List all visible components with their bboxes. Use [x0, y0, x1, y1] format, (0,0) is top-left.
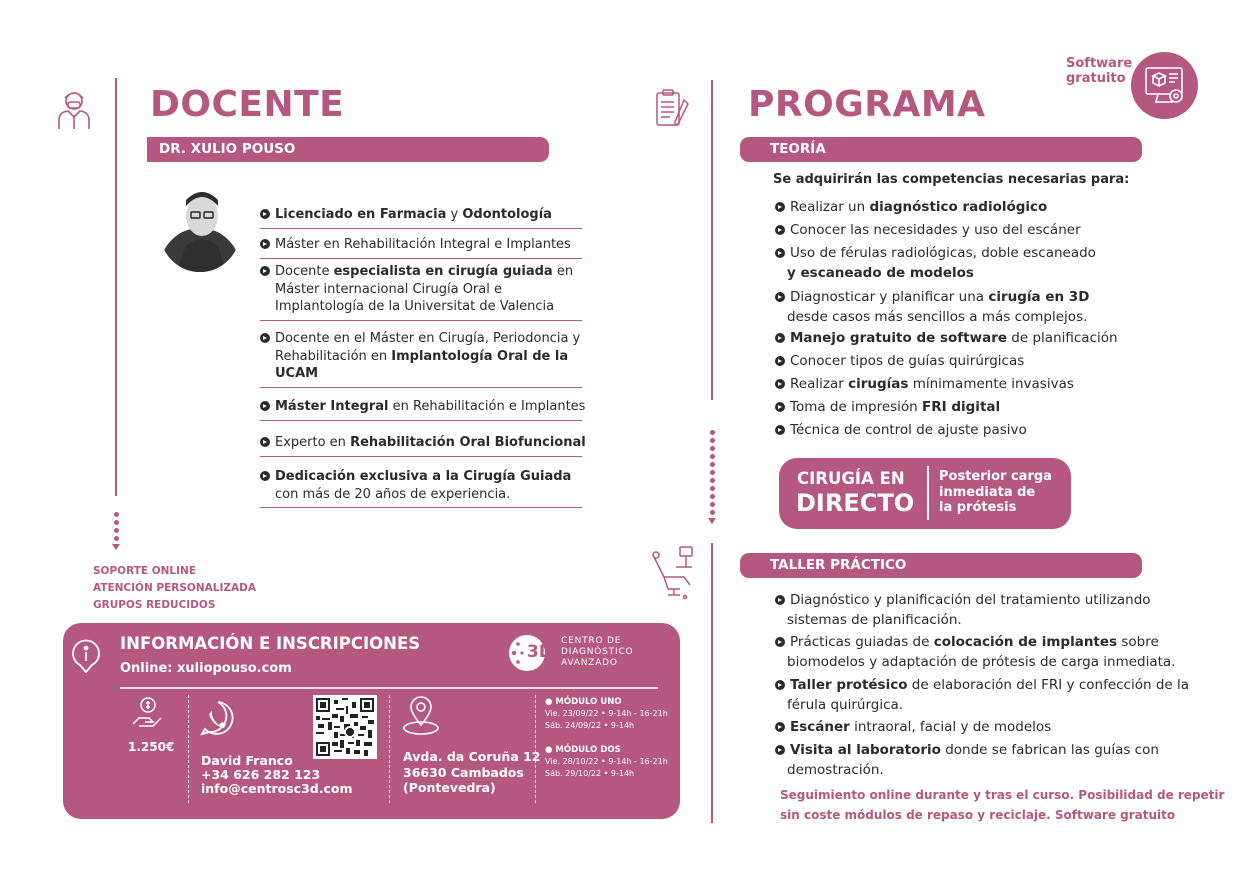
teoria-item — [775, 287, 1089, 327]
location-pin-icon — [401, 695, 441, 737]
teacher-photo — [160, 184, 240, 272]
live-line-a: CIRUGÍA EN — [797, 469, 905, 488]
text: donde se fabrican las guías con — [940, 742, 1159, 758]
side-labels — [93, 563, 256, 614]
text: sobre — [1117, 634, 1159, 650]
programa-divider-bottom — [711, 543, 713, 823]
contact-name: David Franco — [201, 753, 293, 768]
side-label-atencion: ATENCIÓN PERSONALIZADA — [93, 582, 256, 594]
taller-item-continued: biomodelos y adaptación de prótesis de carga inmediata. — [787, 654, 1176, 670]
logo-mark: 3D — [527, 642, 553, 662]
bold-text: cirugía en 3D — [988, 289, 1090, 305]
info-separator-2 — [389, 695, 390, 803]
text: Máster en Rehabilitación Integral e Implantes — [275, 237, 571, 252]
logo-line-3: AVANZADO — [561, 658, 618, 668]
money-hand-icon — [131, 696, 163, 730]
teoria-item-continued: desde casos más sencillos a más complejos. — [787, 309, 1088, 325]
cv-item — [260, 330, 582, 388]
text: Toma de impresión — [790, 399, 923, 415]
taller-item — [775, 675, 1189, 715]
programa-title: PROGRAMA — [748, 84, 986, 125]
text: Experto en — [275, 435, 351, 450]
contact-phone[interactable]: +34 626 282 123 — [201, 767, 321, 782]
cv-item — [260, 398, 586, 421]
center-logo — [506, 631, 656, 675]
bold-text: Manejo gratuito de software — [790, 330, 1008, 346]
bullet-icon — [260, 437, 270, 447]
bullet-icon — [260, 471, 270, 481]
teoria-intro: Se adquirirán las competencias necesarias para: — [773, 172, 1130, 187]
text: Prácticas guiadas de — [790, 634, 934, 650]
cv-item — [260, 206, 582, 229]
bullet-icon — [775, 356, 785, 366]
bullet-icon — [775, 402, 785, 412]
bullet-icon — [775, 722, 785, 732]
text: en Máster internacional Cirugía Oral e Implantología de la Universitat de Valencia — [275, 264, 574, 314]
clock-icon: ● — [545, 745, 553, 755]
cv-item — [260, 263, 582, 321]
taller-item — [775, 632, 1176, 672]
clock-icon: ● — [545, 697, 553, 707]
footnote-line-1: Seguimiento online durante y tras el curso. Posibilidad de repetir — [780, 788, 1225, 802]
teoria-item-continued: y escaneado de modelos — [787, 265, 974, 281]
modulo-dos-label: MÓDULO DOS — [555, 745, 621, 755]
text: de elaboración del FRI y confección de la — [907, 677, 1190, 693]
text: Técnica de control de ajuste pasivo — [790, 422, 1027, 438]
price: 1.250€ — [128, 740, 175, 754]
info-separator-1 — [188, 695, 189, 803]
qr-code[interactable] — [313, 695, 377, 759]
text: y — [446, 207, 463, 222]
bullet-icon — [775, 333, 785, 343]
live-note-1: Posterior carga — [939, 469, 1052, 484]
contact-block — [201, 754, 353, 796]
bullet-icon — [775, 225, 785, 235]
teoria-bar: TEORÍA — [740, 137, 1142, 162]
software-monitor-icon — [1131, 52, 1198, 119]
live-line-b: DIRECTO — [796, 489, 915, 517]
contact-email[interactable]: info@centrosc3d.com — [201, 781, 353, 796]
docente-dots — [112, 512, 120, 550]
info-divider — [120, 687, 658, 689]
address-line-3: (Pontevedra) — [403, 780, 496, 795]
live-separator — [927, 466, 929, 520]
phone-icon — [199, 699, 237, 737]
bullet-icon — [260, 401, 270, 411]
bullet-icon — [260, 266, 270, 276]
teoria-item — [775, 220, 1081, 240]
taller-item — [775, 717, 1051, 737]
live-note-2: inmediata de — [939, 484, 1036, 500]
text: Conocer las necesidades y uso del escáner — [790, 222, 1081, 238]
docente-title: DOCENTE — [150, 84, 345, 125]
taller-item-continued: demostración. — [787, 762, 884, 778]
teoria-item — [775, 374, 1074, 394]
info-title: INFORMACIÓN E INSCRIPCIONES — [120, 634, 421, 653]
docente-divider — [115, 78, 117, 496]
logo-line-2: DIAGNÓSTICO — [561, 647, 634, 657]
text: Uso de férulas radiológicas, doble escaneado — [790, 245, 1096, 261]
teoria-item — [775, 328, 1118, 348]
info-separator-3 — [535, 695, 536, 803]
modulo-uno-label: MÓDULO UNO — [555, 697, 622, 707]
software-line-1: Software — [1066, 56, 1133, 71]
bold-text: especialista en cirugía guiada — [333, 264, 553, 279]
footnote-line-2: sin coste módulos de repaso y reciclaje. Software gratuito — [780, 808, 1176, 822]
taller-item-continued: sistemas de planificación. — [787, 612, 962, 628]
footnote — [780, 785, 1224, 825]
bullet-icon — [775, 637, 785, 647]
software-label — [1066, 56, 1132, 86]
bullet-icon — [260, 209, 270, 219]
text: con más de 20 años de experiencia. — [275, 486, 511, 502]
bold-text: Taller protésico — [790, 677, 908, 693]
info-online[interactable]: Online: xuliopouso.com — [120, 661, 292, 676]
bold-text: Licenciado en Farmacia — [275, 207, 447, 222]
text: en Rehabilitación e Implantes — [388, 399, 586, 414]
address-block — [403, 749, 541, 796]
bullet-icon — [260, 239, 270, 249]
programa-divider-top — [711, 80, 713, 400]
text: Diagnosticar y planificar una — [790, 289, 989, 305]
checklist-icon — [654, 88, 690, 128]
doctor-icon — [56, 86, 92, 130]
taller-item-continued: férula quirúrgica. — [787, 697, 904, 713]
teoria-item — [775, 397, 1000, 417]
live-note-3: la prótesis — [939, 500, 1017, 515]
programa-dots — [708, 430, 716, 524]
side-label-soporte: SOPORTE ONLINE — [93, 565, 196, 577]
text: Realizar — [790, 376, 849, 392]
text: de planificación — [1007, 330, 1118, 346]
teoria-item — [775, 197, 1047, 217]
bullet-icon — [775, 745, 785, 755]
taller-item — [775, 590, 1151, 630]
software-line-2: gratuito — [1066, 71, 1126, 86]
teoria-item — [775, 420, 1027, 440]
bullet-icon — [260, 333, 270, 343]
address-line-2: 36630 Cambados — [403, 764, 524, 780]
bullet-icon — [775, 248, 785, 258]
text: Conocer tipos de guías quirúrgicas — [790, 353, 1025, 369]
bold-text: Dedicación exclusiva a la Cirugía Guiada — [275, 469, 572, 484]
bullet-icon — [775, 595, 785, 605]
text: Docente en el Máster en Cirugía, Periodoncia y Rehabilitación en — [275, 331, 581, 364]
teoria-item — [775, 351, 1024, 371]
modulo-uno-line-1: Vie. 23/09/22 • 9-14h - 16-21h — [545, 709, 668, 718]
teoria-item — [775, 243, 1096, 283]
info-icon — [71, 638, 101, 674]
dental-chair-icon — [650, 545, 696, 601]
text: Realizar un — [790, 199, 870, 215]
taller-item — [775, 740, 1159, 780]
modulo-dos-line-2: Sáb. 29/10/22 • 9-14h — [545, 769, 635, 778]
bold-text: Máster Integral — [275, 399, 389, 414]
bold-text: Odontología — [462, 207, 552, 222]
bullet-icon — [775, 202, 785, 212]
address-line-1: Avda. da Coruña 12 — [403, 749, 541, 764]
bullet-icon — [775, 425, 785, 435]
taller-bar: TALLER PRÁCTICO — [740, 553, 1142, 578]
bold-text: Rehabilitación Oral Biofuncional — [350, 435, 586, 450]
text: Diagnóstico y planificación del tratamiento utilizando — [790, 592, 1151, 608]
text: Docente — [275, 264, 334, 279]
live-note — [939, 469, 1052, 516]
modulo-uno-line-2: Sáb. 24/09/22 • 9-14h — [545, 721, 635, 730]
teacher-name-bar: DR. XULIO POUSO — [147, 137, 549, 162]
bold-text: Escáner — [790, 719, 850, 735]
bullet-icon — [775, 292, 785, 302]
bold-text: FRI digital — [922, 399, 1001, 415]
text: intraoral, facial y de modelos — [849, 719, 1052, 735]
cirugia-directo-badge — [779, 458, 1071, 529]
bullet-icon — [775, 680, 785, 690]
info-box — [63, 623, 680, 819]
cv-item — [260, 236, 582, 259]
modulo-dos-line-1: Vie. 28/10/22 • 9-14h - 16-21h — [545, 757, 668, 766]
bold-text: cirugías — [848, 376, 909, 392]
bold-text: Visita al laboratorio — [790, 742, 941, 758]
bold-text: colocación de implantes — [933, 634, 1118, 650]
cv-item — [260, 468, 582, 508]
modulo-uno — [545, 696, 668, 732]
text: mínimamente invasivas — [908, 376, 1074, 392]
modulo-dos — [545, 744, 668, 780]
bold-text: Implantología Oral de la UCAM — [275, 348, 569, 381]
cv-item — [260, 434, 586, 457]
logo-line-1: CENTRO DE — [561, 636, 622, 646]
bullet-icon — [775, 379, 785, 389]
bold-text: diagnóstico radiológico — [869, 199, 1048, 215]
side-label-grupos: GRUPOS REDUCIDOS — [93, 599, 216, 611]
